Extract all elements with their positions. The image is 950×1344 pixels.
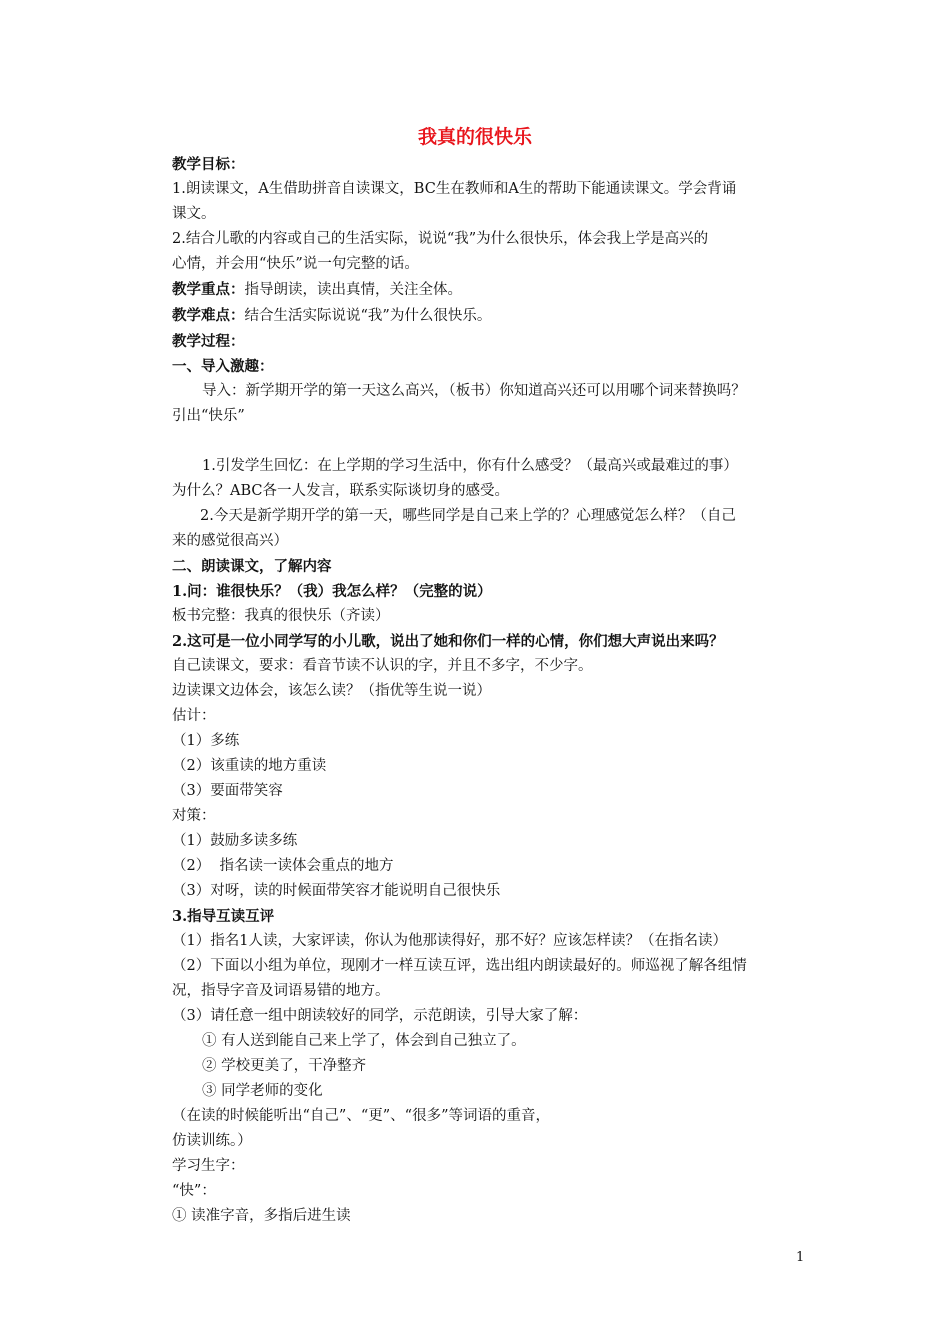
paragraph: 来的感觉很高兴） [172, 533, 288, 549]
paragraph: （在读的时候能听出“自己”、“更”、“很多”等词语的重音， [172, 1108, 550, 1124]
list-item: （3）对呀，读的时候面带笑容才能说明自己很快乐 [172, 883, 501, 899]
paragraph: 仿读训练。） [172, 1133, 252, 1149]
list-item: ③ 同学老师的变化 [202, 1083, 323, 1099]
list-item: （2）该重读的地方重读 [172, 758, 327, 774]
document-body [172, 152, 812, 1229]
question-line: 1.问：谁很快乐？（我）我怎么样？（完整的说） [172, 583, 492, 600]
section-heading: 3.指导互读互评 [172, 908, 275, 925]
paragraph: 板书完整：我真的很快乐（齐读） [172, 608, 390, 624]
paragraph: 为什么？ABC各一人发言，联系实际谈切身的感受。 [172, 483, 509, 499]
process-heading: 教学过程： [172, 333, 245, 350]
list-item: （1）多练 [172, 733, 240, 749]
paragraph: 2.今天是新学期开学的第一天，哪些同学是自己来上学的？心理感觉怎么样？（自己 [200, 508, 736, 524]
list-item: （1）鼓励多读多练 [172, 833, 298, 849]
paragraph: 学习生字： [172, 1158, 245, 1174]
paragraph: 边读课文边体会，该怎么读？（指优等生说一说） [172, 683, 491, 699]
paragraph: “快”： [172, 1183, 216, 1199]
document-title: 我真的很快乐 [417, 126, 532, 148]
list-item: （2） 指名读一读体会重点的地方 [172, 858, 394, 874]
section-heading: 一、导入激趣： [172, 358, 274, 375]
list-item: （1）指名1人读，大家评读，你认为他那读得好，那不好？应该怎样读？（在指名读） [172, 933, 727, 949]
paragraph: 2.结合儿歌的内容或自己的生活实际，说说“我”为什么很快乐，体会我上学是高兴的 [172, 231, 709, 247]
page-number: 1 [796, 1250, 805, 1265]
list-item: ① 读准字音，多指后进生读 [172, 1208, 351, 1224]
goal-heading: 教学目标： [172, 156, 245, 173]
list-item: （2）下面以小组为单位，现刚才一样互读互评，选出组内朗读最好的。师巡视了解各组情 [172, 958, 747, 974]
paragraph: 对策： [172, 808, 216, 824]
paragraph: 自己读课文，要求：看音节读不认识的字，并且不多字，不少字。 [172, 658, 593, 674]
paragraph: 1.朗读课文，A生借助拼音自读课文，BC生在教师和A生的帮助下能通读课文。学会背诵 [172, 181, 737, 197]
key-point-line [172, 277, 812, 303]
section-heading: 二、朗读课文，了解内容 [172, 558, 332, 575]
paragraph: 课文。 [172, 206, 216, 222]
difficulty-label: 教学难点： [172, 307, 245, 324]
paragraph: 引出“快乐” [172, 408, 245, 424]
paragraph: 况，指导字音及词语易错的地方。 [172, 983, 390, 999]
difficulty-text: 结合生活实际说说“我”为什么很快乐。 [244, 308, 492, 324]
list-item: （3）请任意一组中朗读较好的同学，示范朗读，引导大家了解： [172, 1008, 588, 1024]
paragraph: 心情，并会用“快乐”说一句完整的话。 [172, 256, 419, 272]
key-point-text: 指导朗读，读出真情，关注全体。 [244, 282, 462, 298]
paragraph: 导入：新学期开学的第一天这么高兴，（板书）你知道高兴还可以用哪个词来替换吗？ [202, 383, 746, 399]
question-line: 2.这可是一位小同学写的小儿歌，说出了她和你们一样的心情，你们想大声说出来吗？ [172, 633, 724, 650]
key-point-label: 教学重点： [172, 281, 245, 298]
difficulty-line [172, 303, 812, 329]
list-item: （3）要面带笑容 [172, 783, 283, 799]
paragraph: 1.引发学生回忆：在上学期的学习生活中，你有什么感受？（最高兴或最难过的事） [202, 458, 738, 474]
blank-line [172, 429, 812, 454]
list-item: ② 学校更美了，干净整齐 [202, 1058, 367, 1074]
paragraph: 估计： [172, 708, 216, 724]
list-item: ① 有人送到能自己来上学了，体会到自己独立了。 [202, 1033, 526, 1049]
